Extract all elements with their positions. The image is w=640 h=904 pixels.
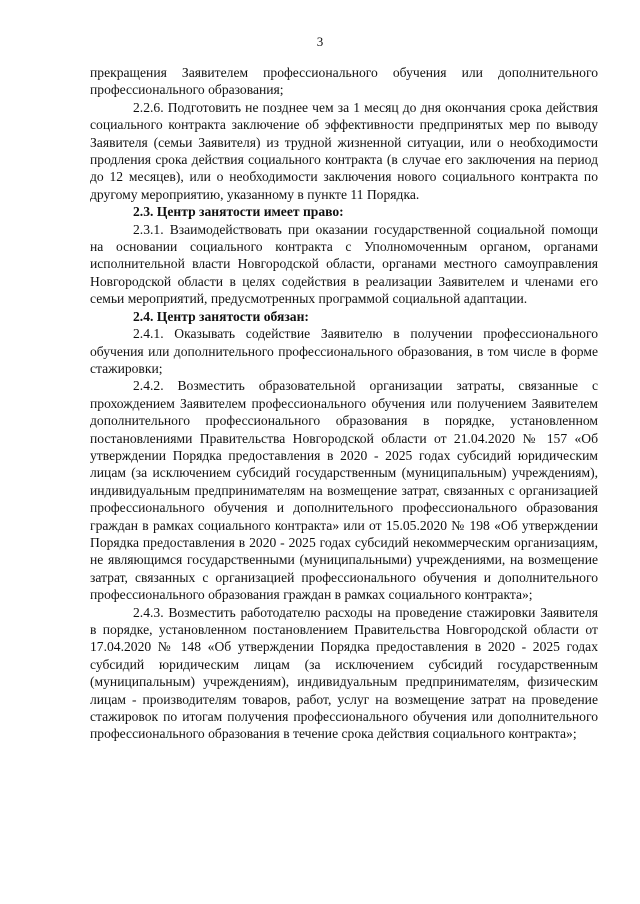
clause-2-3-1: 2.3.1. Взаимодействовать при оказании государственной социальной помощи на основании социального контракта с Уполномоченным органом, органами исполнительной власти Новгородской области, органами местного самоуправления Новгородской области в целях содействия в реализации Заявителем и членами его семьи мероприятий, предусмотренных программой социальной адаптации.: [90, 221, 598, 307]
section-heading-2-3: 2.3. Центр занятости имеет право:: [133, 204, 344, 220]
page-number: 3: [316, 34, 324, 49]
document-body: [90, 64, 598, 743]
paragraph-continuation: прекращения Заявителем профессионального обучения или дополнительного профессионального образования;: [90, 65, 598, 98]
clause-2-2-6: 2.2.6. Подготовить не позднее чем за 1 месяц до дня окончания срока действия социального контракта заключение об эффективности предпринятых мер по выводу Заявителя (семьи Заявителя) из трудной жизненной ситуации, или о необходимости продления срока действия социального контракта (в случае его заключения на период до 12 месяцев), или о необходимости заключения нового социального контракта по другому мероприятию, указанному в пункте 11 Порядка.: [90, 99, 598, 202]
clause-2-4-2: 2.4.2. Возместить образовательной организации затраты, связанные с прохождением Заявителем профессионального обучения или получением Заявителем дополнительного профессионального образования в порядке, установленном постановлениями Правительства Новгородской области от 21.04.2020 № 157 «Об утверждении Порядка предоставления в 2020 - 2025 годах субсидий юридическим лицам (за исключением субсидий государственным (муниципальным) учреждениям), индивидуальным предпринимателям на возмещение затрат, связанных с организацией профессионального обучения и дополнительного профессионального образования граждан в рамках социального контракта» или от 15.05.2020 № 198 «Об утверждении Порядка предоставления в 2020 - 2025 годах субсидий некоммерческим организациям, не являющимся государственными (муниципальными) учреждениями, на возмещение затрат, связанных с организацией профессионального обучения и дополнительного профессионального образования граждан в рамках социального контракта»;: [90, 378, 598, 603]
clause-2-4-3: 2.4.3. Возместить работодателю расходы на проведение стажировки Заявителя в порядке, установленном постановлением Правительства Новгородской области от 17.04.2020 № 148 «Об утверждении Порядка предоставления в 2020 - 2025 годах субсидий юридическим лицам (за исключением субсидий государственным (муниципальным) учреждениям), индивидуальным предпринимателям, физическим лицам - производителям товаров, работ, услуг на возмещение затрат на проведение стажировок по итогам получения профессионального обучения или дополнительного профессионального образования в течение срока действия социального контракта»;: [90, 604, 598, 742]
section-heading-2-4: 2.4. Центр занятости обязан:: [133, 308, 309, 324]
clause-2-4-1: 2.4.1. Оказывать содействие Заявителю в получении профессионального обучения или дополнительного профессионального образования, в том числе в форме стажировки;: [90, 326, 598, 376]
